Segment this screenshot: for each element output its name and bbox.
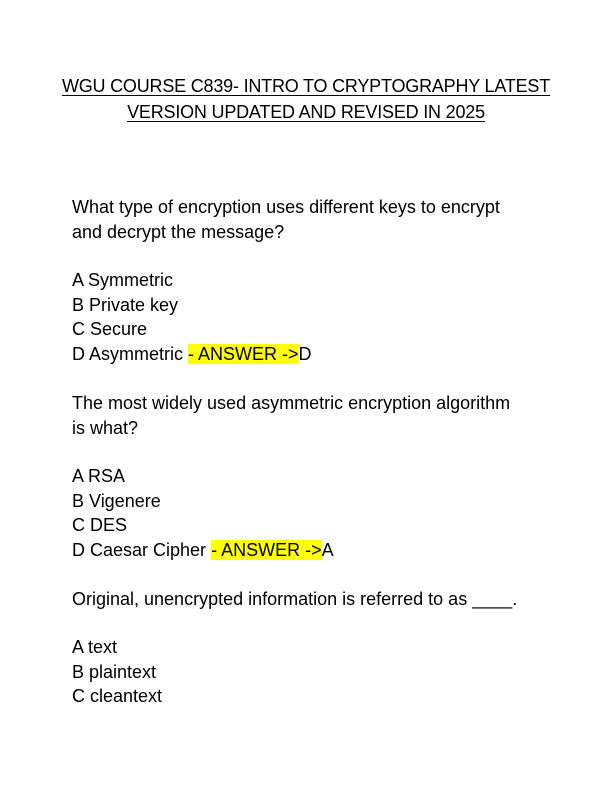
document-title	[40, 73, 572, 125]
question-3-text	[72, 587, 562, 612]
option-c: C cleantext	[72, 686, 163, 706]
option-a: A text	[72, 637, 118, 657]
option-a: A RSA	[72, 466, 126, 486]
option-d-with-answer	[72, 538, 562, 563]
title-line-2: VERSION UPDATED AND REVISED IN 2025	[127, 102, 485, 122]
answer-value: D	[298, 343, 312, 364]
option-c: C DES	[72, 515, 128, 535]
option-a: A Symmetric	[72, 270, 174, 290]
question-line: What type of encryption uses different keys to encrypt	[72, 197, 500, 217]
question-2-options	[72, 464, 562, 562]
answer-label-highlight: - ANSWER ->	[211, 539, 322, 560]
question-line: and decrypt the message?	[72, 221, 285, 242]
answer-label-highlight: - ANSWER ->	[188, 343, 299, 364]
option-b: B plaintext	[72, 661, 157, 682]
option-d-with-answer	[72, 342, 562, 367]
question-1-options	[72, 268, 562, 366]
question-line: Original, unencrypted information is referred to as ____.	[72, 589, 518, 609]
option-b: B Private key	[72, 294, 179, 315]
option-d: D Caesar Cipher	[72, 539, 212, 560]
question-1-text	[72, 195, 562, 244]
option-d: D Asymmetric	[72, 343, 189, 364]
answer-value: A	[321, 539, 334, 560]
question-line: The most widely used asymmetric encryption algorithm	[72, 393, 511, 413]
option-c: C Secure	[72, 319, 148, 339]
question-2-text	[72, 391, 562, 440]
title-line-1: WGU COURSE C839- INTRO TO CRYPTOGRAPHY LATEST	[61, 76, 551, 96]
question-line: is what?	[72, 417, 139, 438]
option-b: B Vigenere	[72, 490, 161, 511]
question-3-options	[72, 635, 562, 709]
